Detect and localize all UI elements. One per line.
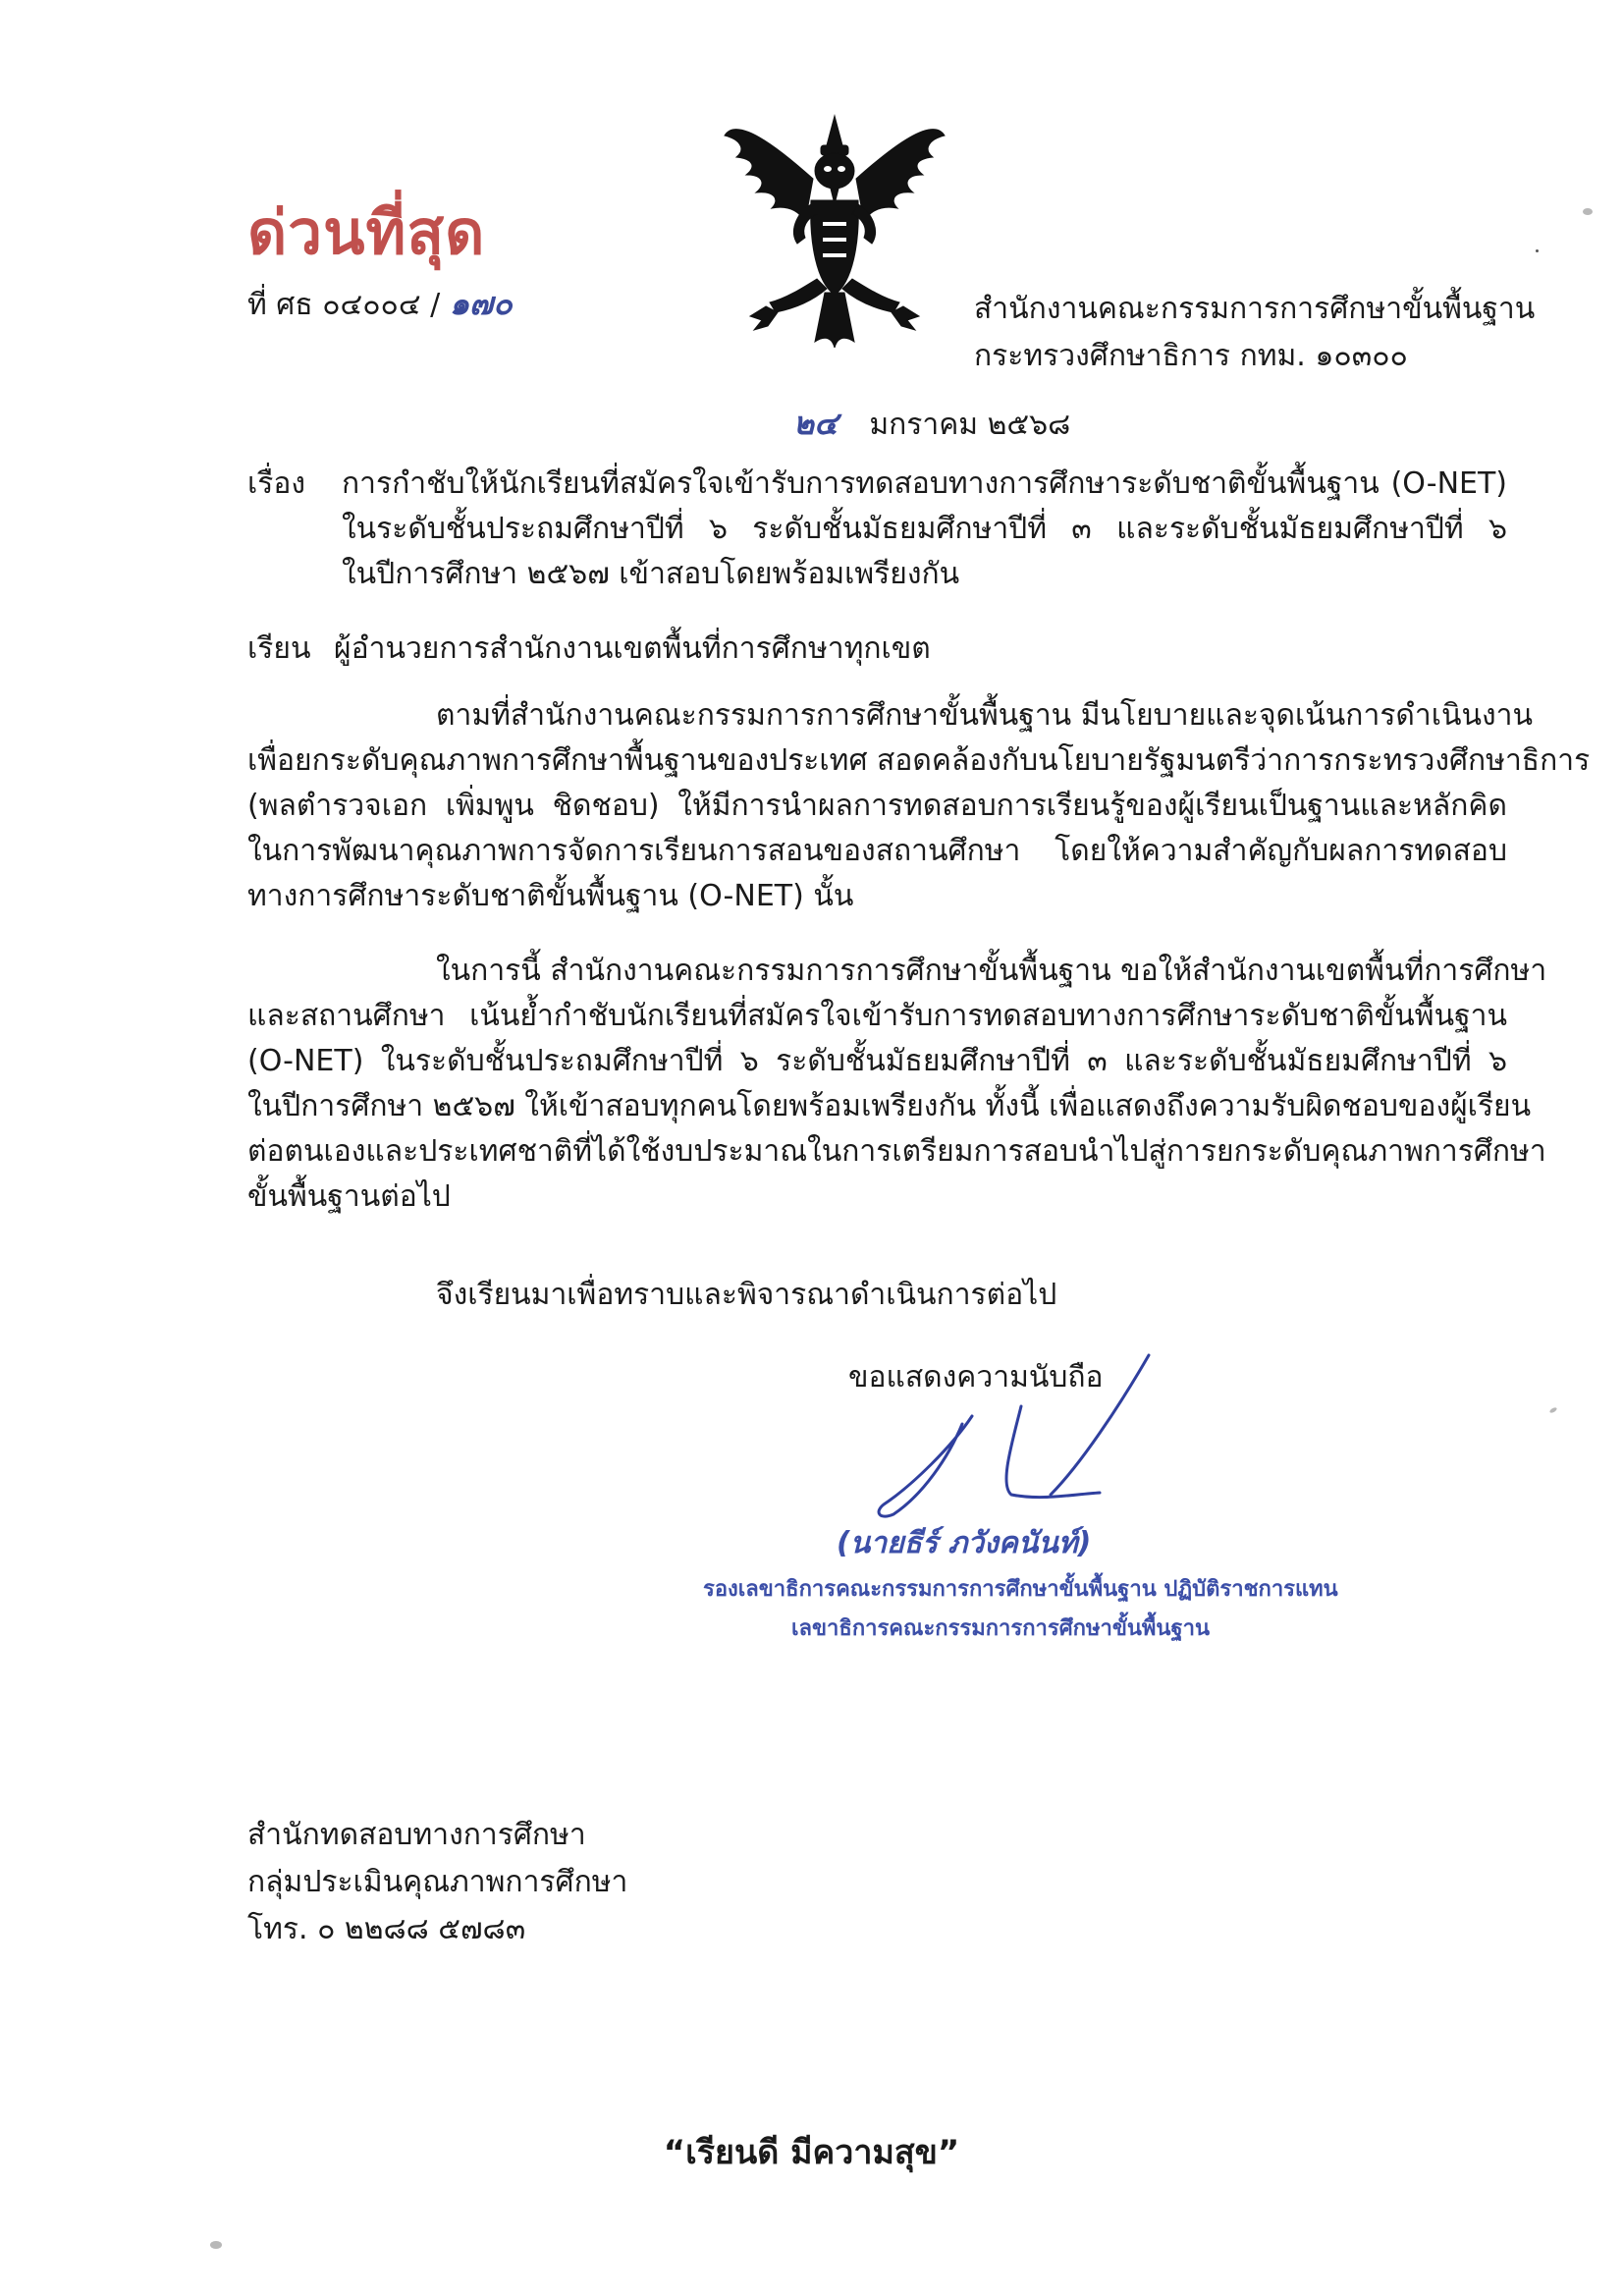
handwritten-date-day: ๒๔ bbox=[793, 405, 839, 442]
scan-speck bbox=[1549, 1406, 1558, 1413]
paragraph-line: และสถานศึกษา เน้นย้ำกำชับนักเรียนที่สมัครใจเข้ารับการทดสอบทางการศึกษาระดับชาติขั้นพื้นฐาน bbox=[247, 999, 1507, 1033]
letter-date: ๒๔ มกราคม ๒๕๖๘ bbox=[793, 405, 1071, 442]
contact-office: สำนักทดสอบทางการศึกษา bbox=[247, 1818, 586, 1852]
paragraph-line: ขั้นพื้นฐานต่อไป bbox=[247, 1179, 451, 1214]
garuda-emblem-icon bbox=[707, 106, 962, 354]
urgency-stamp: ด่วนที่สุด bbox=[247, 196, 486, 268]
paragraph-line: (พลตำรวจเอก เพิ่มพูน ชิดชอบ) ให้มีการนำผลการทดสอบการเรียนรู้ของผู้เรียนเป็นฐานและหลักคิด bbox=[247, 789, 1507, 823]
contact-phone: โทร. ๐ ๒๒๘๘ ๕๗๘๓ bbox=[247, 1912, 526, 1946]
handwritten-signature bbox=[854, 1347, 1168, 1534]
subject-line: การกำชับให้นักเรียนที่สมัครใจเข้ารับการทดสอบทางการศึกษาระดับชาติขั้นพื้นฐาน (O-NET) bbox=[342, 466, 1507, 501]
motto: “เรียนดี มีความสุข” bbox=[663, 2133, 960, 2172]
subject-line: ในปีการศึกษา ๒๕๖๗ เข้าสอบโดยพร้อมเพรียงกัน bbox=[342, 557, 960, 591]
signatory-title-1: รองเลขาธิการคณะกรรมการการศึกษาขั้นพื้นฐาน ปฏิบัติราชการแทน bbox=[703, 1577, 1338, 1602]
body-paragraph-1 bbox=[247, 693, 1591, 919]
paragraph-line: เพื่อยกระดับคุณภาพการศึกษาพื้นฐานของประเทศ สอดคล้องกับนโยบายรัฐมนตรีว่าการกระทรวงศึกษาธิการ bbox=[247, 743, 1591, 778]
recipient-label: เรียน bbox=[247, 631, 311, 666]
paragraph-line: ในการนี้ สำนักงานคณะกรรมการการศึกษาขั้นพื้นฐาน ขอให้สำนักงานเขตพื้นที่การศึกษา bbox=[436, 954, 1547, 988]
scan-speck bbox=[210, 2241, 222, 2249]
signatory-title-2: เลขาธิการคณะกรรมการการศึกษาขั้นพื้นฐาน bbox=[791, 1616, 1210, 1641]
closing-request: จึงเรียนมาเพื่อทราบและพิจารณาดำเนินการต่อไป bbox=[436, 1278, 1057, 1312]
paragraph-line: ตามที่สำนักงานคณะกรรมการการศึกษาขั้นพื้นฐาน มีนโยบายและจุดเน้นการดำเนินงาน bbox=[436, 698, 1534, 733]
scan-speck bbox=[1536, 249, 1539, 252]
reference-number: ที่ ศธ ๐๔๐๐๔ / ๑๗๐ bbox=[247, 285, 513, 322]
recipient-text: ผู้อำนวยการสำนักงานเขตพื้นที่การศึกษาทุกเขต bbox=[334, 631, 931, 666]
paragraph-line: (O-NET) ในระดับชั้นประถมศึกษาปีที่ ๖ ระดับชั้นมัธยมศึกษาปีที่ ๓ และระดับชั้นมัธยมศึกษาปีที่ ๖ bbox=[247, 1044, 1507, 1078]
scan-speck bbox=[1583, 208, 1593, 215]
subject-line: ในระดับชั้นประถมศึกษาปีที่ ๖ ระดับชั้นมัธยมศึกษาปีที่ ๓ และระดับชั้นมัธยมศึกษาปีที่ ๖ bbox=[342, 512, 1507, 546]
paragraph-line: ทางการศึกษาระดับชาติขั้นพื้นฐาน (O-NET) นั้น bbox=[247, 879, 854, 913]
closing-regards: ขอแสดงความนับถือ bbox=[848, 1360, 1104, 1394]
subject-text bbox=[342, 462, 1507, 597]
body-paragraph-2 bbox=[247, 949, 1547, 1220]
office-line-2: กระทรวงศึกษาธิการ กทม. ๑๐๓๐๐ bbox=[974, 339, 1408, 373]
handwritten-ref-number: ๑๗๐ bbox=[449, 285, 513, 322]
paragraph-line: ในการพัฒนาคุณภาพการจัดการเรียนการสอนของสถานศึกษา โดยให้ความสำคัญกับผลการทดสอบ bbox=[247, 834, 1507, 868]
subject-label: เรื่อง bbox=[247, 466, 306, 501]
signatory-name: (นายธีร์ ภวังคนันท์) bbox=[837, 1526, 1092, 1560]
office-line-1: สำนักงานคณะกรรมการการศึกษาขั้นพื้นฐาน bbox=[974, 292, 1536, 326]
contact-group: กลุ่มประเมินคุณภาพการศึกษา bbox=[247, 1865, 628, 1899]
paragraph-line: ต่อตนเองและประเทศชาติที่ได้ใช้งบประมาณในการเตรียมการสอบนำไปสู่การยกระดับคุณภาพการศึกษา bbox=[247, 1134, 1546, 1169]
paragraph-line: ในปีการศึกษา ๒๕๖๗ ให้เข้าสอบทุกคนโดยพร้อมเพรียงกัน ทั้งนี้ เพื่อแสดงถึงความรับผิดชอบของผู้เรียน bbox=[247, 1089, 1532, 1123]
